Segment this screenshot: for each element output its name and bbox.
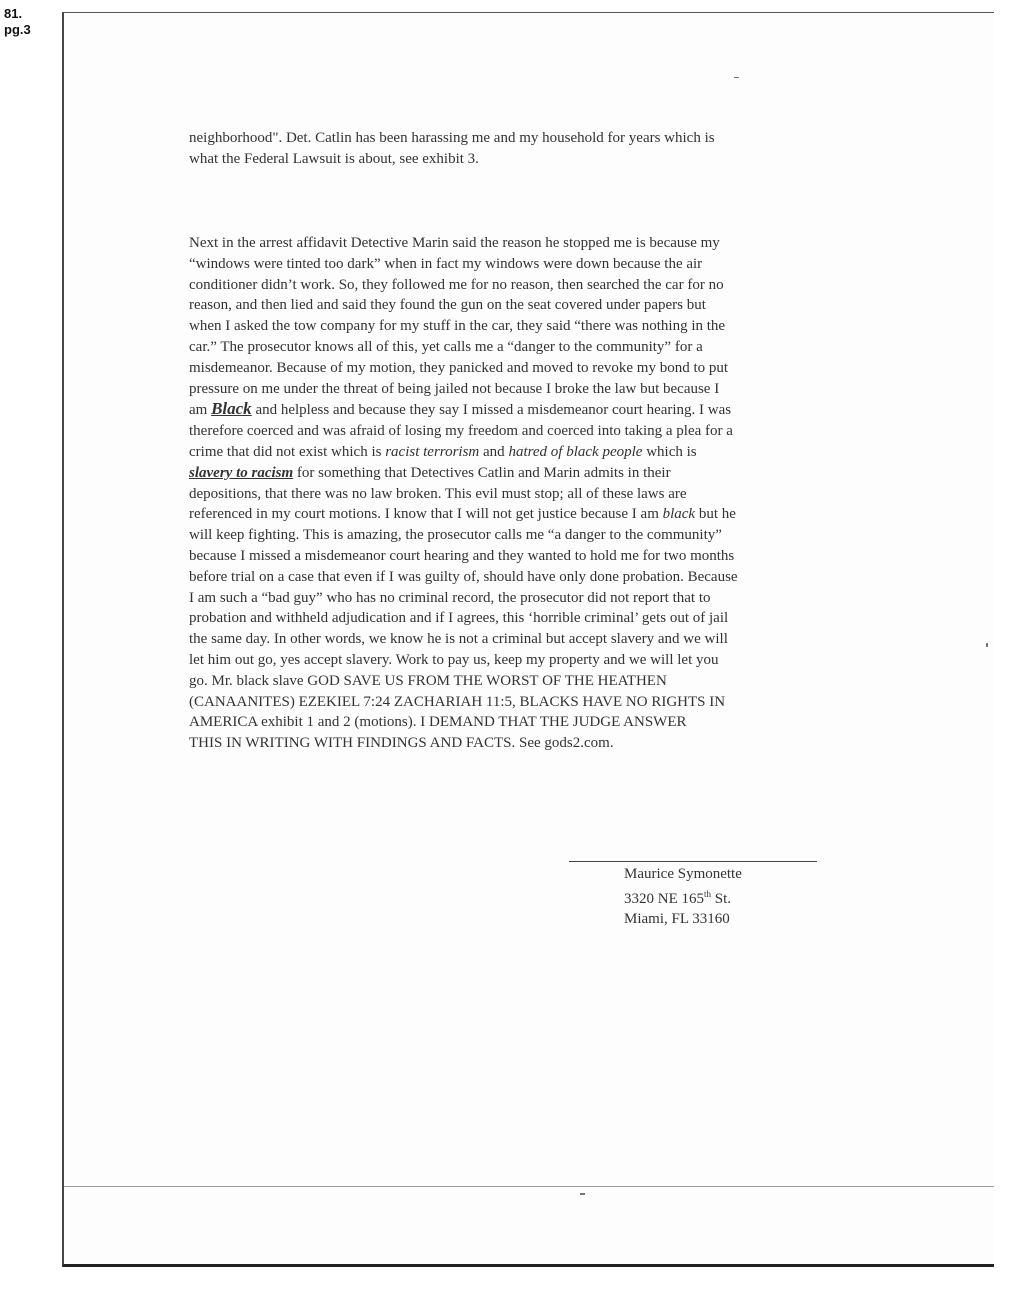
text-line: (CANAANITES) EZEKIEL 7:24 ZACHARIAH 11:5, BLACKS HAVE NO RIGHTS IN (189, 693, 726, 710)
signature-line (569, 861, 817, 862)
signer-city: Miami, FL 33160 (624, 911, 730, 927)
text-run: for something that Detectives Catlin and Marin admits in their (293, 464, 671, 481)
text-line (189, 504, 849, 525)
text-line: misdemeanor. Because of my motion, they panicked and moved to revoke my bond to put (189, 359, 729, 376)
street-suffix: St. (711, 891, 732, 907)
ordinal-suffix: th (704, 889, 712, 899)
text-run: which is (642, 443, 697, 460)
signature-block (624, 864, 742, 929)
scan-speck (986, 643, 988, 647)
text-line: go. Mr. black slave GOD SAVE US FROM THE WORST OF THE HEATHEN (189, 672, 667, 689)
page-subnumber: pg.3 (4, 22, 31, 37)
text-line: pressure on me under the threat of being jailed not because I broke the law but because I (189, 380, 720, 397)
text-line: car.” The prosecutor knows all of this, yet calls me a “danger to the community” for a (189, 338, 703, 355)
scan-speck (580, 1193, 585, 1195)
emphasis-black-lower: black (662, 506, 696, 523)
text-line: because I missed a misdemeanor court hearing and they wanted to hold me for two months (189, 547, 735, 564)
text-line: before trial on a case that even if I was guilty of, should have only done probation. Because (189, 568, 738, 585)
scan-edge-line (64, 1186, 994, 1187)
text-line: Next in the arrest affidavit Detective Marin said the reason he stopped me is because my (189, 235, 720, 251)
street-number: 3320 NE 165 (624, 891, 704, 907)
text-line: probation and withheld adjudication and if I agrees, this ‘horrible criminal’ gets out of jail (189, 610, 729, 627)
text-line: the same day. In other words, we know he is not a criminal but accept slavery and we will (189, 631, 728, 648)
page-number: 81. (4, 6, 23, 21)
text-line: reason, and then lied and said they found the gun on the seat covered under papers but (189, 297, 706, 314)
scanned-page (62, 12, 994, 1267)
text-line: “windows were tinted too dark” when in fact my windows were down because the air (189, 255, 703, 272)
text-line: will keep fighting. This is amazing, the prosecutor calls me “a danger to the community” (189, 527, 722, 544)
scan-speck (734, 77, 739, 78)
text-line (189, 399, 849, 421)
signer-street (624, 884, 742, 909)
text-run: and (479, 443, 509, 460)
text-line: AMERICA exhibit 1 and 2 (motions). I DEMAND THAT THE JUDGE ANSWER (189, 714, 687, 731)
text-run: but he (695, 506, 736, 523)
page-label (4, 6, 31, 38)
text-line: let him out go, yes accept slavery. Work to pay us, keep my property and we will let you (189, 651, 719, 668)
text-line: THIS IN WRITING WITH FINDINGS AND FACTS. See gods2.com. (189, 735, 614, 752)
text-line: when I asked the tow company for my stuff in the car, they said “there was nothing in the (189, 318, 726, 335)
text-run: and helpless and because they say I missed a misdemeanor court hearing. I was (251, 402, 732, 419)
text-run: am (189, 402, 212, 419)
emphasis-hatred: hatred of black people (508, 443, 643, 460)
text-line (189, 442, 849, 463)
paragraph-2 (189, 233, 849, 754)
text-line (189, 463, 849, 484)
text-line: what the Federal Lawsuit is about, see exhibit 3. (189, 150, 479, 167)
text-line: therefore coerced and was afraid of losing my freedom and coerced into taking a plea for a (189, 423, 733, 440)
emphasis-racist-terrorism: racist terrorism (385, 443, 480, 460)
text-run: crime that did not exist which is (189, 443, 386, 460)
text-line: depositions, that there was no law broken. This evil must stop; all of these laws are (189, 485, 687, 502)
emphasis-slavery-to-racism: slavery to racism (189, 464, 294, 481)
paragraph-1 (189, 128, 849, 170)
text-line: I am such a “bad guy” who has no criminal record, the prosecutor did not report that to (189, 589, 711, 606)
text-line: neighborhood". Det. Catlin has been harassing me and my household for years which is (189, 130, 715, 146)
emphasis-black: Black (211, 399, 252, 419)
signer-name: Maurice Symonette (624, 866, 742, 882)
text-line: conditioner didn’t work. So, they followed me for no reason, then searched the car for no (189, 276, 724, 293)
text-run: referenced in my court motions. I know that I will not get justice because I am (189, 506, 663, 523)
